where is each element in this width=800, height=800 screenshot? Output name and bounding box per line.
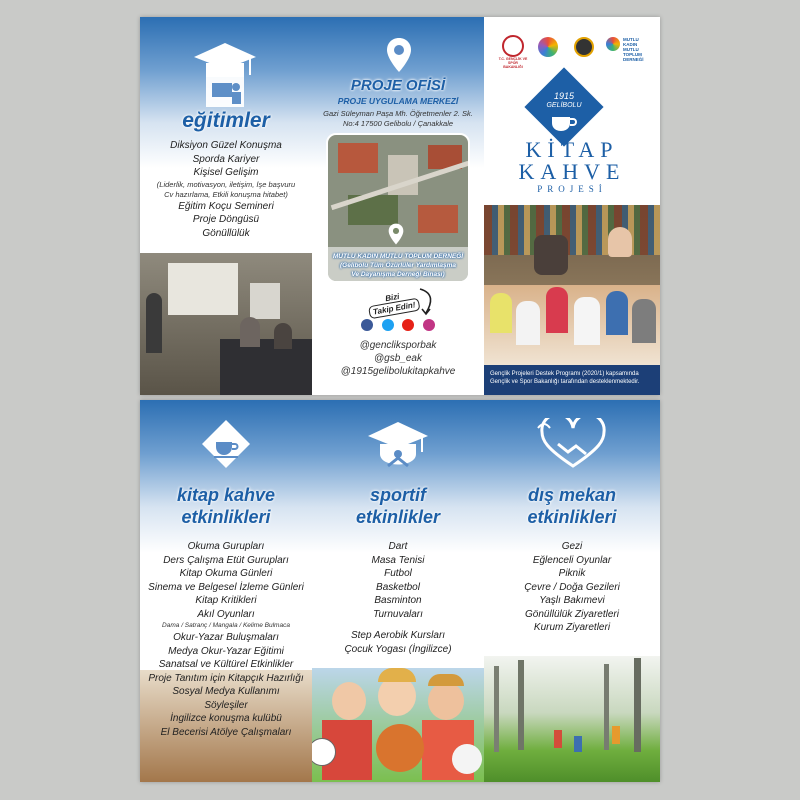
list-item: Akıl Oyunları [197,608,255,620]
brochure-outside [140,17,660,395]
panel-proje-ofisi [312,17,484,395]
list-item: Kitap Kritikleri [195,595,257,606]
partner-logo [574,37,594,57]
list-item: Eğitim Koçu Semineri [178,200,274,212]
list-item: Yaşlı Bakımevi [539,595,605,606]
list-item: Okuma Gurupları [187,541,265,552]
park-photo [484,656,660,782]
ministry-logo: T.C. GENÇLİK VE SPOR BAKANLIĞI [498,35,528,69]
list-item: Medya Okur-Yazar Eğitimi [168,645,284,657]
follow-text: Bizi [384,291,401,304]
badge-text: 1915 GELİBOLU [546,91,582,109]
map-caption: Ve Dayanışma Derneği Binası) [351,271,445,278]
address-line: Gazi Süleyman Paşa Mh. Öğretmenler 2. Sk. [323,109,473,118]
list-item: Çevre / Doğa Gezileri [524,581,620,593]
section-title: eğitimler [182,109,270,132]
list-item: El Becerisi Atölye Çalışmaları [160,726,292,738]
list-item: Sinema ve Belgesel İzleme Günleri [148,581,304,593]
list-item: Step Aerobik Kursları [350,630,446,641]
office-subtitle: PROJE UYGULAMA MERKEZİ [337,96,459,106]
panel-dis-mekan [484,400,660,782]
list-item: Sosyal Medya Kullanımı [172,686,280,697]
office-title: PROJE OFİSİ [350,77,446,94]
graduation-teacher-icon [192,37,258,109]
panel-kitap-kahve [140,400,312,782]
section-title: kitap kahve etkinlikleri [176,485,276,527]
list-item: İngilizce konuşma kulübü [170,713,282,724]
list-item: Gönüllülük [202,227,250,239]
list-item: Söyleşiler [204,699,248,711]
outdoor-list [484,540,660,635]
instagram-icon[interactable] [423,319,435,331]
social-handles [312,339,484,378]
list-note: (Liderlik, motivasyon, iletişim, İşe başvuru [156,179,296,189]
list-item: Kişisel Gelişim [193,167,259,178]
facebook-icon[interactable] [361,319,373,331]
list-item: Dart [388,541,408,552]
heart-handshake-icon [536,418,610,470]
coffee-cup-icon [550,113,578,133]
list-item: Sporda Kariyer [192,153,260,165]
list-item: Futbol [384,568,412,579]
list-item: Eğlenceli Oyunlar [532,554,612,566]
twitter-icon[interactable] [382,319,394,331]
list-item: Turnuvaları [373,608,423,620]
list-item: Kurum Ziyaretleri [533,622,611,633]
partner-logo [538,37,558,57]
list-note: Dama / Satranç / Mangala / Kelime Bulmaca [162,622,290,629]
activity-list [140,540,312,739]
list-item: Proje Tanıtım için Kitapçık Hazırlığı [148,672,304,684]
list-item: Gezi [561,541,583,552]
follow-text: Takip Edin! [368,298,420,320]
map-pin-icon [388,223,404,245]
arrow-down-icon [416,287,438,317]
section-title: sportif etkinlikler [355,485,441,527]
list-item: Okur-Yazar Buluşmaları [173,632,279,643]
social-handle[interactable]: @gencliksporbak [359,340,437,351]
panel-sportif [312,400,484,782]
sponsor-logos [494,35,654,69]
section-title: dış mekan etkinlikleri [527,485,617,527]
list-item: Basketbol [376,581,420,593]
list-item: Basminton [374,595,422,606]
follow-us-badge [366,289,420,319]
kids-reading-photo [484,205,660,365]
list-item: Piknik [558,568,586,579]
social-icons [312,318,484,336]
social-handle[interactable]: @gsb_eak [374,353,422,364]
map-caption: (Gelibolu Tüm Özürlüler Yardımlaşma [340,262,456,269]
list-item: Kitap Okuma Günleri [179,568,273,579]
map-caption: MUTLU KADIN MUTLU TOPLUM DERNEĞİ [332,253,464,260]
panel-egitimler [140,17,312,395]
classroom-photo [140,253,312,395]
support-footer: Gençlik Projeleri Destek Programı (2020/1) kapsamında Gençlik ve Spor Bakanlığı tarafından desteklenmektedir. [484,365,660,395]
coffee-book-icon [200,418,252,470]
list-item: Sanatsal ve Kültürel Etkinlikler [158,659,294,670]
location-map [326,133,470,283]
list-note: Cv hazırlama, Etkili konuşma hitabet) [164,189,288,199]
location-pin-icon [386,37,412,73]
sport-list [312,540,484,656]
list-item: Diksiyon Güzel Konuşma [170,140,282,151]
brochure-inside [140,400,660,782]
kids-sports-photo [312,668,484,782]
list-item: Masa Tenisi [371,554,425,566]
brand-title: KİTAP KAHVE PROJESİ [518,137,626,194]
list-item: Çocuk Yogası (İngilizce) [344,643,452,655]
social-handle[interactable]: @1915gelibolukitapkahve [340,366,456,377]
address-line: No:4 17500 Gelibolu / Çanakkale [342,119,454,128]
training-list [140,139,312,240]
list-item: Ders Çalışma Etüt Gurupları [163,554,289,566]
youtube-icon[interactable] [402,319,414,331]
graduation-people-icon [366,418,430,480]
panel-cover [484,17,660,395]
list-item: Proje Döngüsü [192,214,260,225]
association-logo: MUTLU KADIN MUTLU TOPLUM DERNEĞİ [606,37,652,62]
list-item: Gönüllülük Ziyaretleri [525,608,619,620]
